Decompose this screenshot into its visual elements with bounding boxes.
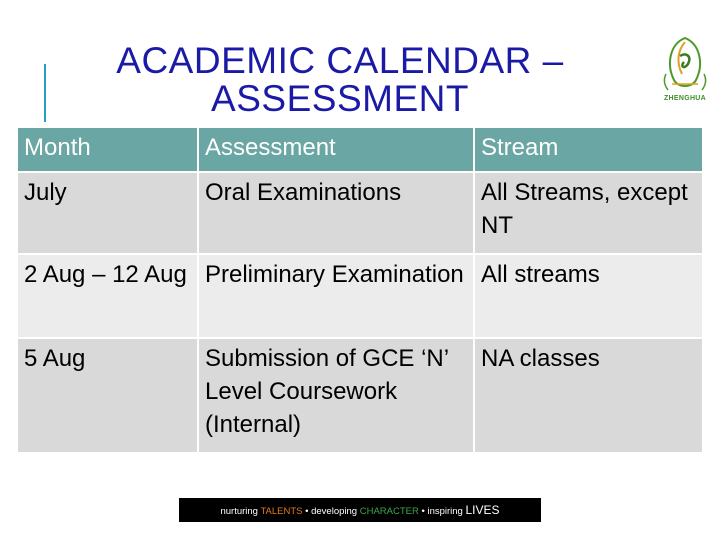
- header-stream: Stream: [473, 126, 702, 171]
- motto-word: nurturing: [220, 506, 258, 517]
- motto-word-character: CHARACTER: [359, 506, 419, 517]
- cell-assessment: Preliminary Examination: [197, 253, 473, 337]
- cell-stream: NA classes: [473, 337, 702, 452]
- cell-assessment: Submission of GCE ‘N’ Level Coursework (Internal): [197, 337, 473, 452]
- cell-stream: All streams: [473, 253, 702, 337]
- cell-month: 2 Aug – 12 Aug: [18, 253, 197, 337]
- header-month: Month: [18, 126, 197, 171]
- table-header-row: [18, 126, 702, 171]
- title-line-2: ASSESSMENT: [211, 78, 469, 119]
- table-row: [18, 171, 702, 253]
- assessment-table: [18, 126, 702, 452]
- cell-month: 5 Aug: [18, 337, 197, 452]
- table-row: [18, 337, 702, 452]
- logo-text: ZHENGHUA: [663, 95, 707, 102]
- school-motto-banner: [179, 498, 541, 522]
- motto-separator: •: [305, 506, 309, 517]
- cell-month: July: [18, 171, 197, 253]
- motto-separator: •: [421, 506, 425, 517]
- cell-assessment: Oral Examinations: [197, 171, 473, 253]
- title-line-1: ACADEMIC CALENDAR –: [116, 40, 564, 81]
- motto-word-talents: TALENTS: [260, 506, 303, 517]
- motto-word: inspiring: [427, 506, 463, 517]
- school-crest-icon: [656, 34, 714, 96]
- school-logo: [656, 34, 714, 104]
- header-assessment: Assessment: [197, 126, 473, 171]
- page-title: [60, 42, 620, 118]
- cell-stream: All Streams, except NT: [473, 171, 702, 253]
- motto-word-lives: LIVES: [465, 503, 500, 517]
- table-row: [18, 253, 702, 337]
- motto-word: developing: [311, 506, 358, 517]
- accent-line: [44, 64, 46, 122]
